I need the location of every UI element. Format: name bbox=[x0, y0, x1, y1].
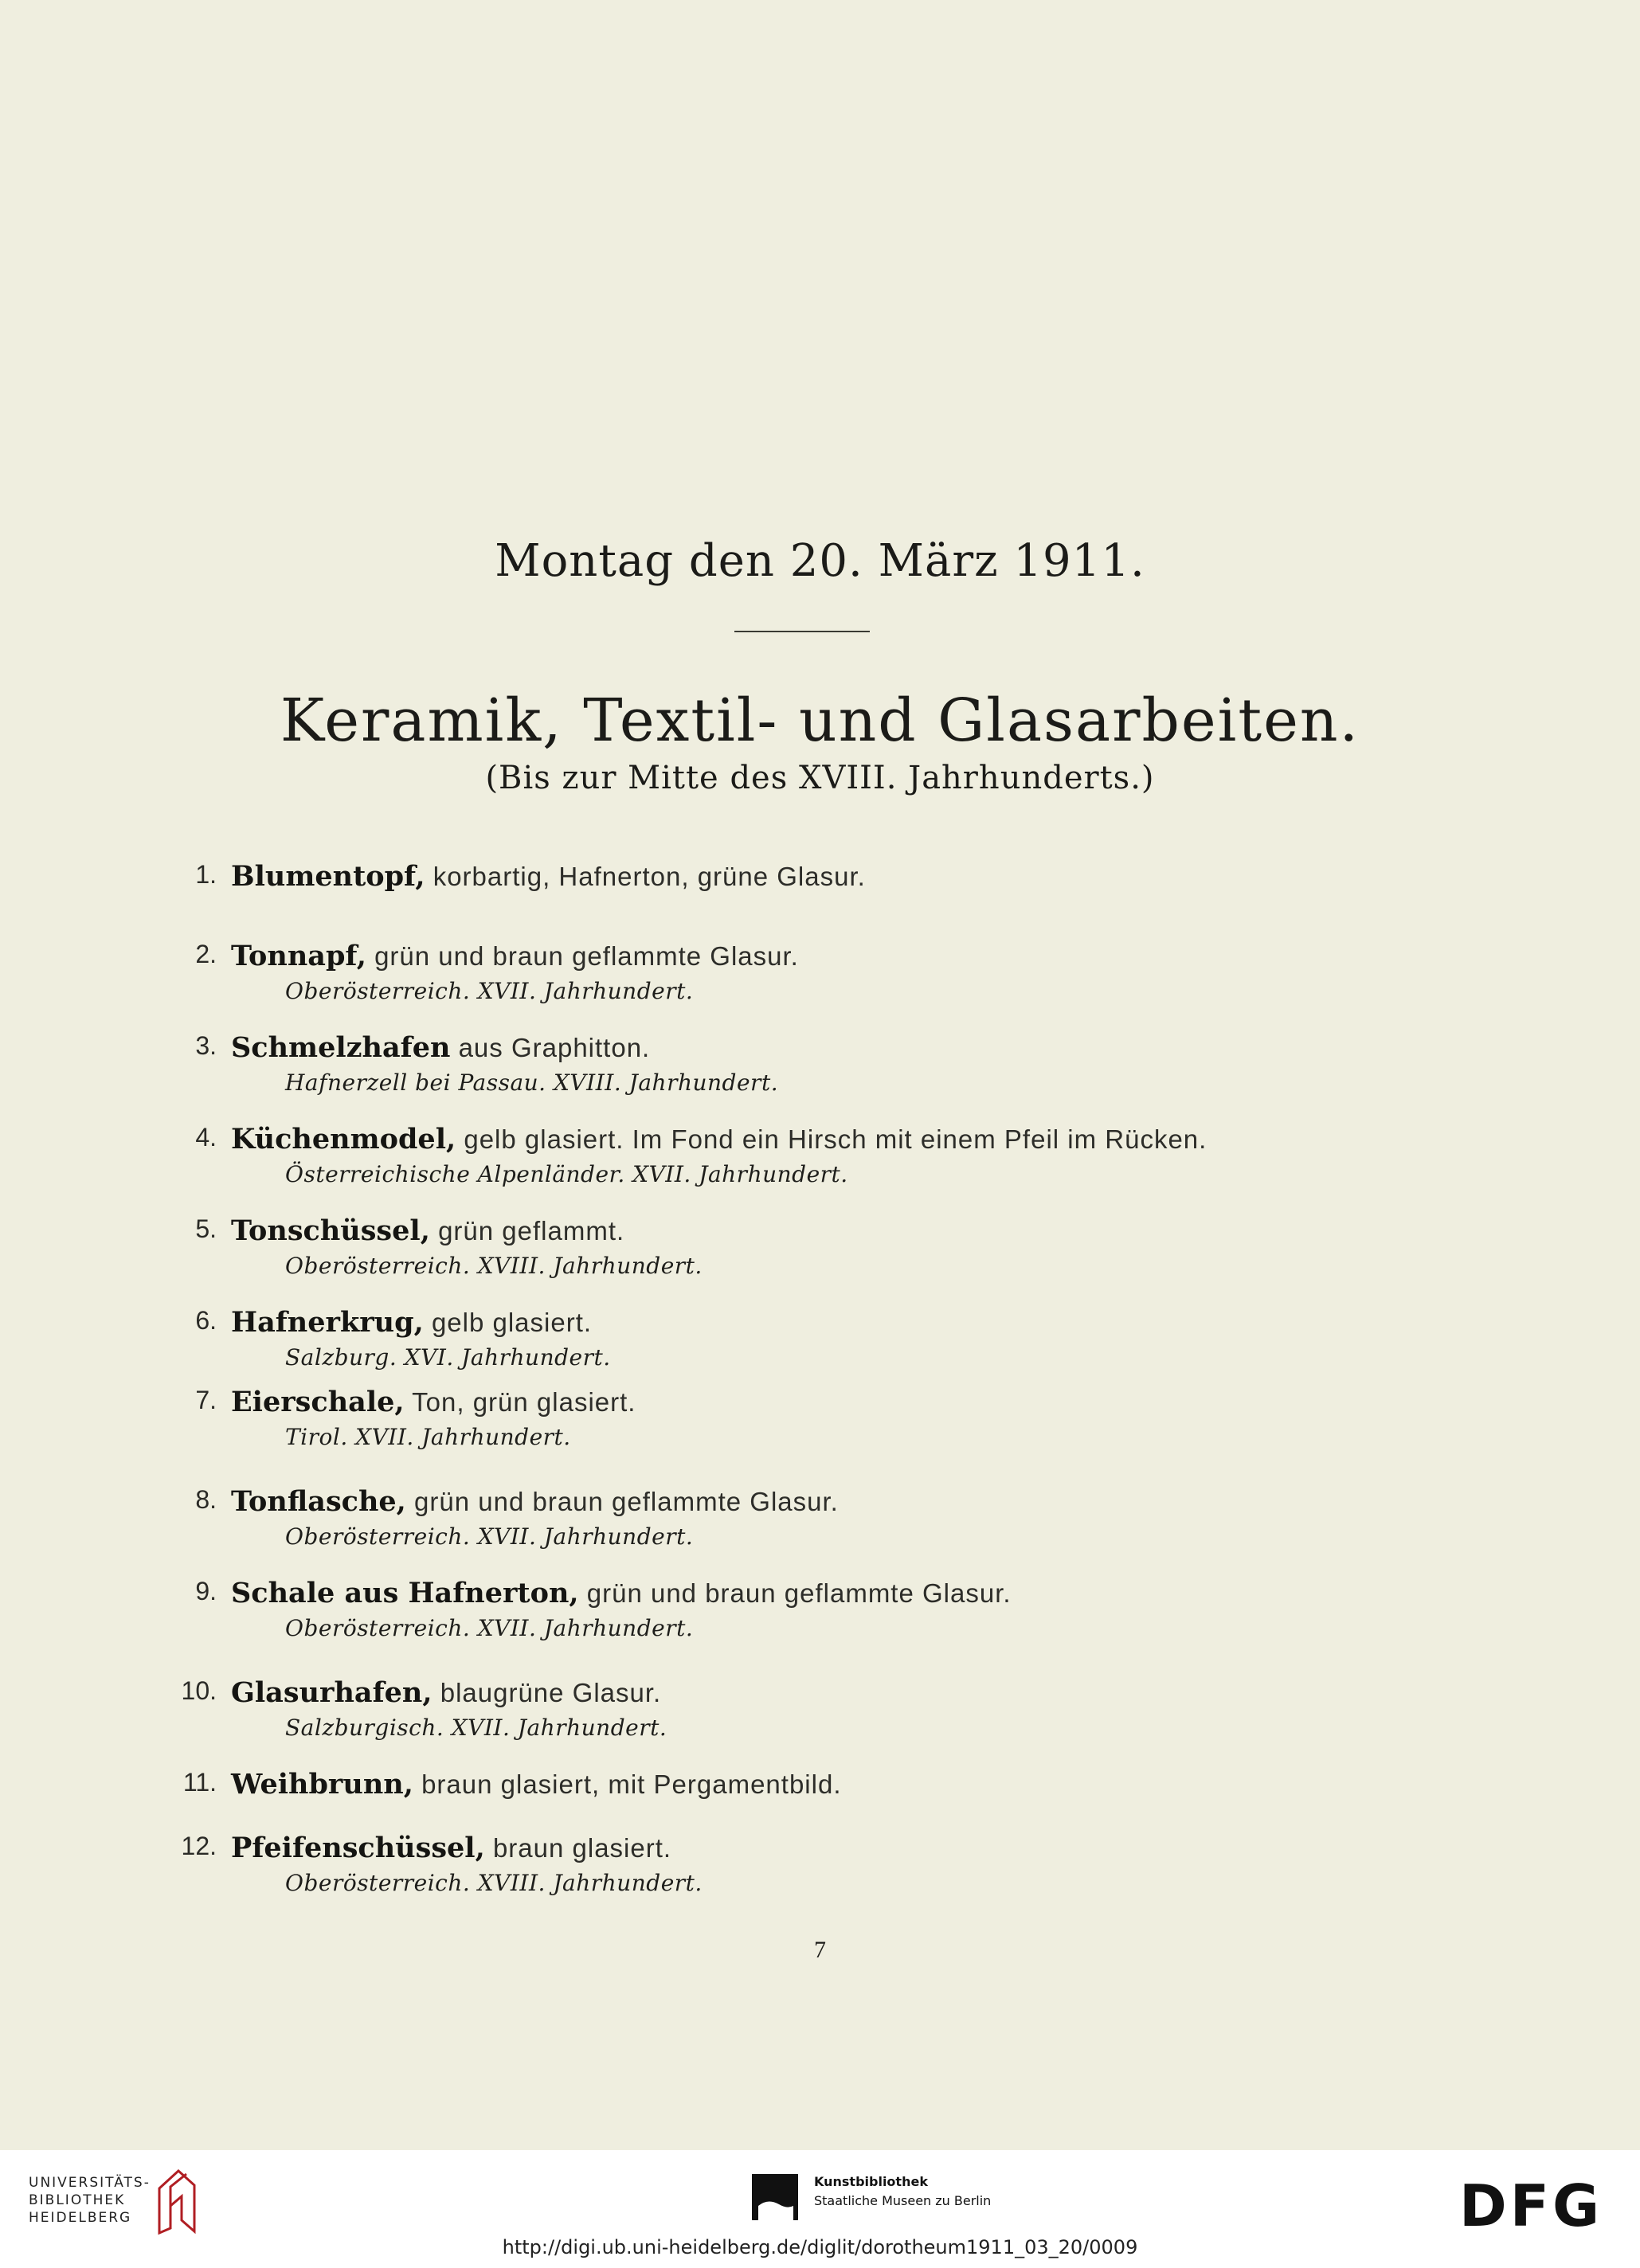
dfg-logo[interactable]: DFG bbox=[1459, 2172, 1603, 2239]
item-origin: Salzburgisch. XVII. Jahrhundert. bbox=[285, 1715, 667, 1741]
item-number: 2. bbox=[195, 940, 217, 968]
item-description: gelb glasiert. Im Fond ein Hirsch mit einem Pfeil im Rücken. bbox=[464, 1124, 1207, 1154]
item-origin: Oberösterreich. XVII. Jahrhundert. bbox=[285, 1615, 694, 1641]
item-description: braun glasiert. bbox=[492, 1833, 672, 1863]
item-description: gelb glasiert. bbox=[431, 1308, 593, 1337]
item-name: Pfeifenschüssel, bbox=[231, 1832, 485, 1864]
item-description: grün und braun geflammte Glasur. bbox=[586, 1578, 1012, 1608]
item-name: Küchenmodel, bbox=[231, 1123, 456, 1156]
item-number: 8. bbox=[195, 1485, 217, 1514]
divider-rule bbox=[734, 631, 870, 632]
item-line bbox=[231, 1676, 661, 1709]
item-origin: Österreichische Alpenländer. XVII. Jahrhundert. bbox=[285, 1161, 848, 1187]
item-origin: Oberösterreich. XVIII. Jahrhundert. bbox=[285, 1253, 703, 1279]
item-description: grün geflammt. bbox=[438, 1216, 625, 1245]
item-number: 12. bbox=[181, 1832, 217, 1860]
item-line bbox=[231, 1386, 636, 1418]
permalink-url[interactable]: http://digi.ub.uni-heidelberg.de/diglit/dorotheum1911_03_20/0009 bbox=[502, 2236, 1138, 2258]
kb-title: Kunstbibliothek bbox=[814, 2174, 928, 2189]
item-number: 5. bbox=[195, 1214, 217, 1243]
item-description: braun glasiert, mit Pergamentbild. bbox=[421, 1769, 842, 1799]
ub-heidelberg-logo-text[interactable] bbox=[29, 2174, 151, 2227]
item-number: 1. bbox=[195, 860, 217, 889]
item-name: Tonnapf, bbox=[231, 940, 366, 972]
item-origin: Oberösterreich. XVII. Jahrhundert. bbox=[285, 1523, 694, 1550]
item-line bbox=[231, 1768, 841, 1801]
item-name: Schale aus Hafnerton, bbox=[231, 1577, 579, 1609]
item-number: 11. bbox=[182, 1768, 217, 1797]
section-title: Keramik, Textil- und Glasarbeiten. bbox=[280, 686, 1360, 755]
auction-date: Montag den 20. März 1911. bbox=[495, 535, 1145, 587]
item-origin: Oberösterreich. XVIII. Jahrhundert. bbox=[285, 1870, 703, 1896]
item-line bbox=[231, 1306, 592, 1339]
item-name: Tonschüssel, bbox=[231, 1214, 430, 1247]
kb-subtitle: Staatliche Museen zu Berlin bbox=[814, 2193, 992, 2208]
kunstbibliothek-logo-text[interactable] bbox=[814, 2172, 991, 2211]
item-description: grün und braun geflammte Glasur. bbox=[414, 1487, 839, 1516]
item-number: 3. bbox=[195, 1031, 217, 1060]
item-origin: Oberösterreich. XVII. Jahrhundert. bbox=[285, 978, 694, 1004]
item-line bbox=[231, 1485, 839, 1518]
page-number: 7 bbox=[814, 1937, 826, 1963]
item-number: 10. bbox=[181, 1676, 217, 1705]
item-line bbox=[231, 940, 799, 972]
item-description: grün und braun geflammte Glasur. bbox=[374, 941, 799, 971]
item-name: Hafnerkrug, bbox=[231, 1306, 424, 1339]
item-name: Blumentopf, bbox=[231, 860, 425, 893]
item-line bbox=[231, 1123, 1207, 1156]
ub-line: UNIVERSITÄTS- bbox=[29, 2175, 151, 2191]
item-origin: Salzburg. XVI. Jahrhundert. bbox=[285, 1344, 611, 1371]
ub-heidelberg-logo-icon[interactable] bbox=[155, 2164, 199, 2236]
item-number: 6. bbox=[195, 1306, 217, 1335]
item-line bbox=[231, 1577, 1012, 1609]
item-name: Weihbrunn, bbox=[231, 1768, 413, 1801]
item-name: Tonflasche, bbox=[231, 1485, 406, 1518]
item-name: Glasurhafen, bbox=[231, 1676, 433, 1709]
item-number: 9. bbox=[195, 1577, 217, 1605]
item-description: korbartig, Hafnerton, grüne Glasur. bbox=[433, 862, 866, 891]
item-line bbox=[231, 1031, 650, 1064]
item-line bbox=[231, 1832, 671, 1864]
item-description: Ton, grün glasiert. bbox=[412, 1387, 636, 1417]
ub-line: BIBLIOTHEK bbox=[29, 2192, 126, 2208]
item-name: Eierschale, bbox=[231, 1386, 405, 1418]
item-line bbox=[231, 860, 866, 893]
item-origin: Hafnerzell bei Passau. XVIII. Jahrhundert. bbox=[285, 1069, 779, 1096]
item-number: 7. bbox=[195, 1386, 217, 1414]
item-description: blaugrüne Glasur. bbox=[440, 1678, 662, 1707]
item-origin: Tirol. XVII. Jahrhundert. bbox=[285, 1424, 571, 1450]
item-line bbox=[231, 1214, 624, 1247]
ub-line: HEIDELBERG bbox=[29, 2210, 132, 2226]
item-name: Schmelzhafen bbox=[231, 1031, 451, 1064]
kunstbibliothek-logo-icon[interactable] bbox=[752, 2174, 798, 2220]
section-subtitle: (Bis zur Mitte des XVIII. Jahrhunderts.) bbox=[485, 760, 1155, 796]
item-number: 4. bbox=[195, 1123, 217, 1152]
item-description: aus Graphitton. bbox=[458, 1033, 651, 1062]
